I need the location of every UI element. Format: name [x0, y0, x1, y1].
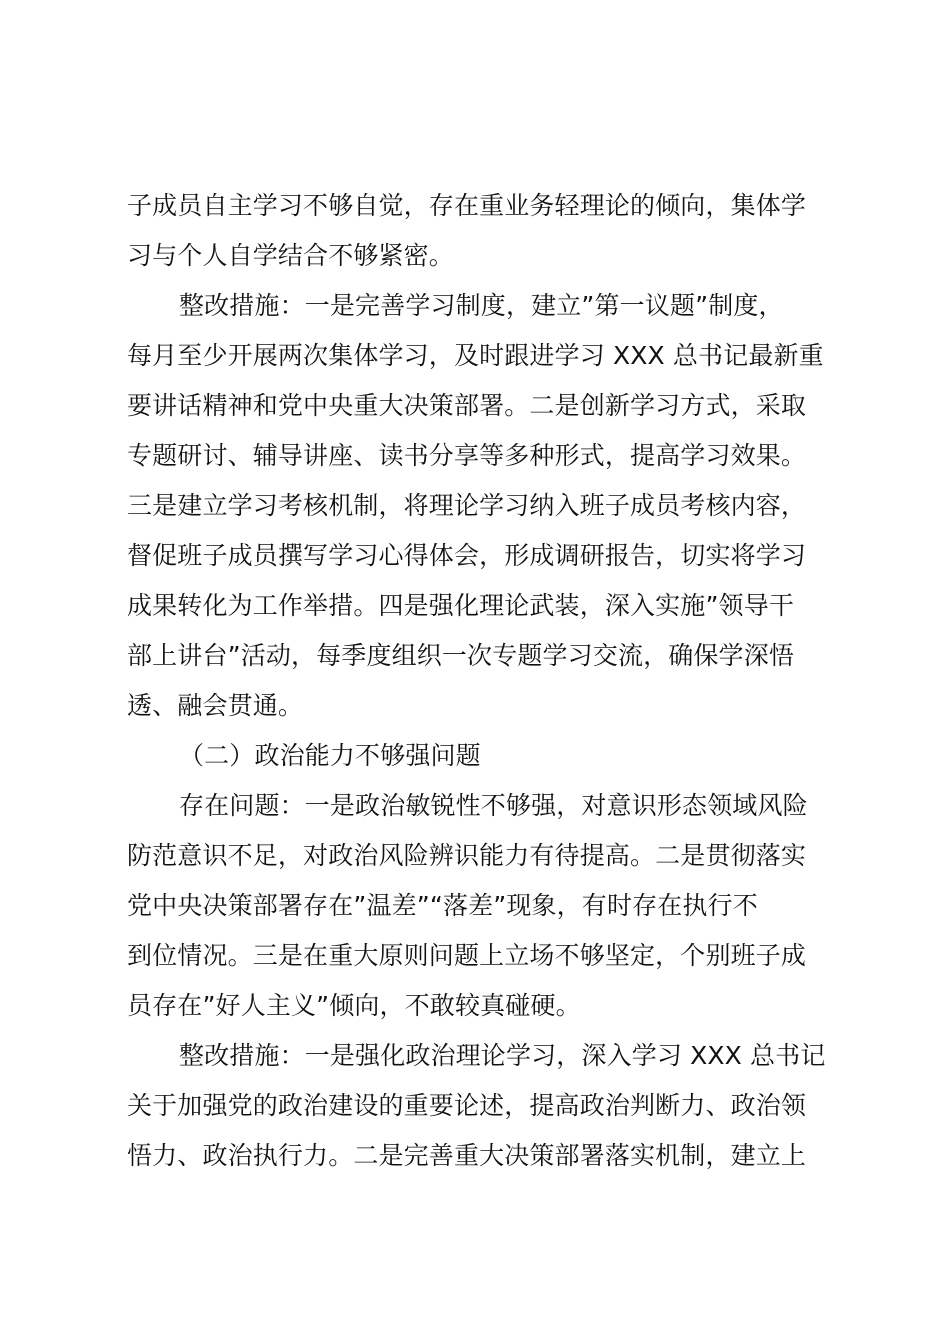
text-line: 整改措施：一是强化政治理论学习，深入学习 XXX 总书记 — [179, 1041, 826, 1070]
text-line: 到位情况。三是在重大原则问题上立场不够坚定，个别班子成 — [127, 941, 807, 970]
text-line: 部上讲台”活动，每季度组织一次专题学习交流，确保学深悟 — [127, 641, 795, 670]
text-line: 悟力、政治执行力。二是完善重大决策部署落实机制，建立上 — [127, 1141, 807, 1170]
text-line: 三是建立学习考核机制，将理论学习纳入班子成员考核内容， — [127, 491, 807, 520]
text-line: 专题研讨、辅导讲座、读书分享等多种形式，提高学习效果。 — [127, 441, 807, 470]
paragraph — [127, 181, 833, 281]
paragraph — [127, 781, 833, 1031]
text-line: 存在问题：一是政治敏锐性不够强，对意识形态领域风险 — [179, 791, 808, 820]
text-line: 成果转化为工作举措。四是强化理论武装，深入实施”领导干 — [127, 591, 795, 620]
paragraph — [127, 281, 833, 731]
text-line: 员存在”好人主义”倾向，不敢较真碰硬。 — [127, 991, 581, 1020]
text-line: 防范意识不足，对政治风险辨识能力有待提高。二是贯彻落实 — [127, 841, 807, 870]
text-line: 督促班子成员撰写学习心得体会，形成调研报告，切实将学习 — [127, 541, 807, 570]
text-line: 党中央决策部署存在”温差”“落差”现象，有时存在执行不 — [127, 891, 758, 920]
text-line: 关于加强党的政治建设的重要论述，提高政治判断力、政治领 — [127, 1091, 807, 1120]
text-line: 透、融会贯通。 — [127, 691, 304, 720]
text-line: 每月至少开展两次集体学习，及时跟进学习 XXX 总书记最新重 — [127, 341, 824, 370]
paragraph — [127, 1031, 833, 1181]
text-line: 子成员自主学习不够自觉，存在重业务轻理论的倾向，集体学 — [127, 191, 807, 220]
text-line: 整改措施：一是完善学习制度，建立”第一议题”制度， — [179, 291, 784, 320]
document-body — [127, 181, 833, 1181]
text-line: 要讲话精神和党中央重大决策部署。二是创新学习方式，采取 — [127, 391, 807, 420]
text-line: （二）政治能力不够强问题 — [179, 741, 481, 770]
section-heading — [127, 731, 833, 781]
text-line: 习与个人自学结合不够紧密。 — [127, 241, 454, 270]
